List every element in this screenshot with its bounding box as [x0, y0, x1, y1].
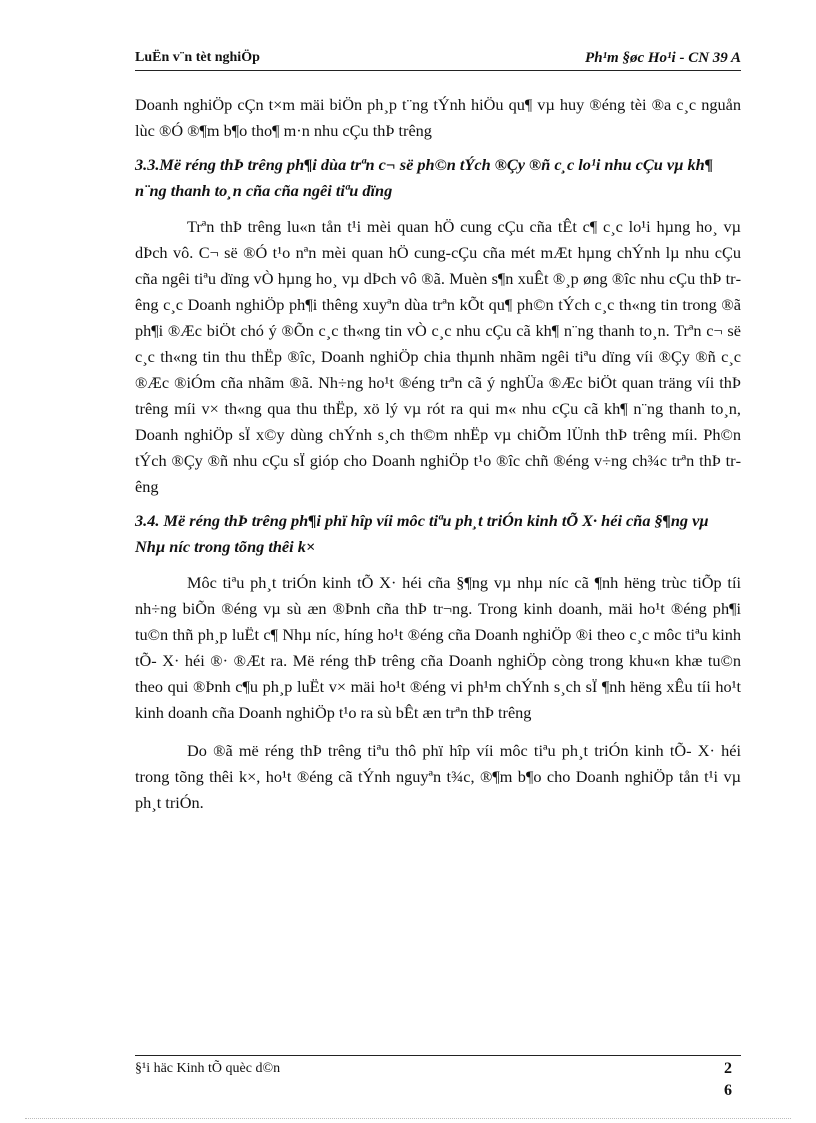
footer-divider [135, 1055, 741, 1056]
footer-university: §¹i häc Kinh tÕ quèc d©n [135, 1061, 281, 1076]
section-heading-3-4: 3.4. Më réng thÞ trêng ph¶i phï hîp víi môc tiªu ph¸t triÓn kinh tÕ X· héi cña §¶ng vµ Nhµ níc trong tõng thêi k× [135, 511, 709, 556]
header-author: Ph¹m §øc Ho¹i - CN 39 A [585, 50, 741, 66]
paragraph-intro: Doanh nghiÖp cÇn t×m mäi biÖn ph¸p t¨ng tÝnh hiÖu qu¶ vµ huy ®éng tèi ®a c¸c nguån lùc ®Ó ®¶m b¶o tho¶ m·n nhu cÇu thÞ trêng [135, 95, 741, 140]
page-header [135, 50, 741, 72]
page-number [718, 1058, 738, 1102]
page-number-digit-1: 2 [724, 1060, 732, 1077]
paragraph-3-3: Trªn thÞ trêng lu«n tån t¹i mèi quan hÖ cung cÇu cña tÊt c¶ c¸c lo¹i hµng ho¸ vµ dÞch vô. C¬ së ®Ó t¹o nªn mèi quan hÖ cung-cÇu cña mét mÆt hµng chÝnh lµ nhu cÇu cña ngêi tiªu dïng vÒ hµng ho¸ vµ dÞch vô ®ã. Muèn s¶n xuÊt ®¸p øng ®îc nhu cÇu thÞ trêng c¸c Doanh nghiÖp ph¶i thêng xuyªn dùa trªn kÕt qu¶ ph©n tÝch c¸c th«ng tin trong ®ã ph¶i ®Æc biÖt chó ý ®Õn c¸c th«ng tin vÒ c¸c nhu cÇu cã kh¶ n¨ng thanh to¸n. Trªn c¬ së c¸c th«ng tin thu thËp ®îc, Doanh nghiÖp chia thµnh nhãm ngêi tiªu dïng víi ®Çy ®ñ c¸c ®Æc ®iÓm cña nhãm ®ã. Nh÷ng ho¹t ®éng trªn cã ý nghÜa ®Æc biÖt quan träng víi thÞ trêng míi v× th«ng qua thu thËp, xö lý vµ rót ra qui m« nhu cÇu cã kh¶ n¨ng thanh to¸n, Doanh nghiÖp sÏ x©y dùng chÝnh s¸ch th©m nhËp vµ chiÕm lÜnh thÞ trêng míi. Ph©n tÝch ®Çy ®ñ nhu cÇu sÏ gióp cho Doanh nghiÖp t¹o ®îc chñ ®éng v÷ng ch¾c trªn thÞ trêng [135, 217, 741, 496]
header-thesis-title: LuËn v¨n tèt nghiÖp [135, 50, 260, 65]
section-heading-3-3: 3.3.Më réng thÞ trêng ph¶i dùa trªn c¬ së ph©n tÝch ®Çy ®ñ c¸c lo¹i nhu cÇu vµ kh¶ n¨ng thanh to¸n cña cña ngêi tiªu dïng [135, 155, 713, 200]
header-divider [135, 70, 741, 71]
page-body [135, 92, 741, 816]
page-number-digit-2: 6 [724, 1082, 732, 1099]
paragraph-3-4-a: Môc tiªu ph¸t triÓn kinh tÕ X· héi cña §¶ng vµ nhµ níc cã ¶nh hëng trùc tiÕp tíi nh÷ng biÕn ®éng vµ sù æn ®Þnh cña thÞ tr¬ng. Trong kinh doanh, mäi ho¹t ®éng ph¶i tu©n thñ ph¸p luËt c¶ Nhµ níc, híng ho¹t ®éng cña Doanh nghiÖp ®i theo c¸c môc tiªu kinh tÕ- X· héi ®· ®Æt ra. Më réng thÞ trêng cña Doanh nghiÖp còng trong khu«n khæ tu©n theo qui ®Þnh c¶u ph¸p luËt v× mäi ho¹t ®éng vi ph¹m chÝnh s¸ch sÏ ¶nh hëng xÊu tíi ho¹t kinh doanh cña Doanh nghiÖp t¹o ra sù bÊt æn trªn thÞ trêng [135, 573, 741, 722]
page-bottom-dotted-edge [25, 1118, 791, 1119]
paragraph-3-4-b: Do ®ã më réng thÞ trêng tiªu thô phï hîp víi môc tiªu ph¸t triÓn kinh tÕ- X· héi trong tõng thêi k×, ho¹t ®éng cã tÝnh nguyªn t¾c, ®¶m b¶o cho Doanh nghiÖp tån t¹i vµ ph¸t triÓn. [135, 741, 741, 812]
